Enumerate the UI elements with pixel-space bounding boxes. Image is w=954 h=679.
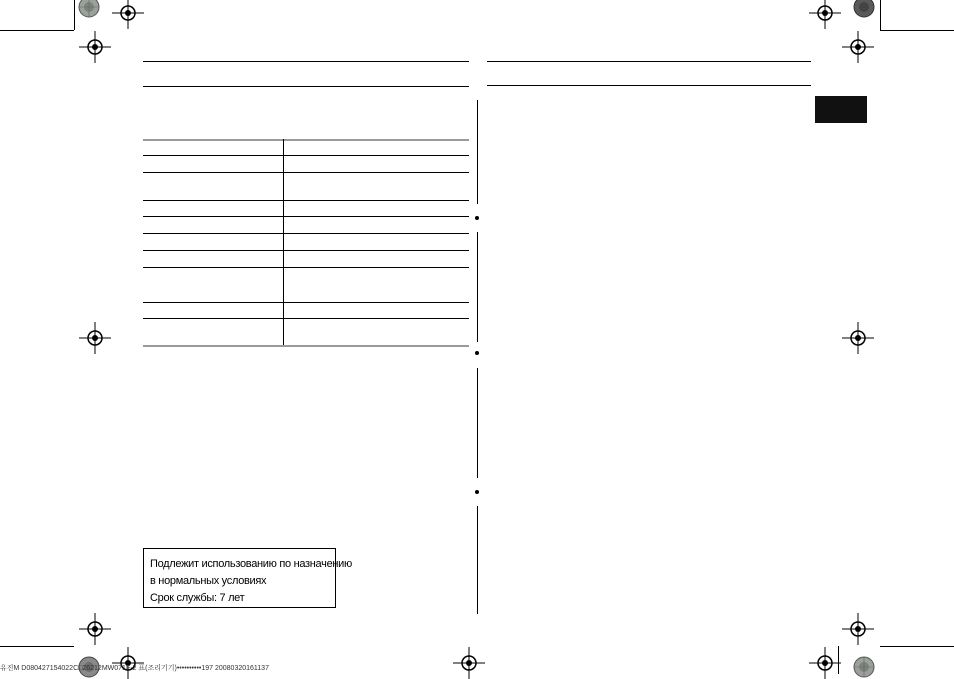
registration-mark-top-right-inner xyxy=(842,31,874,63)
left-page-header-rule-bottom xyxy=(143,86,469,87)
registration-mark-top-left-inner xyxy=(79,31,111,63)
service-life-box xyxy=(143,548,352,608)
registration-mark-bottom-left xyxy=(112,647,144,679)
color-target-bottom-right xyxy=(853,656,875,678)
registration-mark-bottom-right-inner xyxy=(842,613,874,645)
table-row xyxy=(143,268,469,303)
registration-mark-top-left xyxy=(112,0,144,29)
language-tab xyxy=(815,96,867,123)
center-margin-line xyxy=(477,506,478,614)
crop-line xyxy=(880,30,954,31)
center-margin-line xyxy=(477,368,478,478)
registration-mark-top-right xyxy=(809,0,841,29)
table-row xyxy=(143,234,469,251)
crop-line xyxy=(880,646,954,647)
crop-line xyxy=(74,0,75,30)
table-row xyxy=(143,303,469,319)
center-margin-line xyxy=(477,232,478,342)
table-row xyxy=(143,156,469,173)
table-row xyxy=(143,201,469,217)
crop-line xyxy=(0,646,74,647)
crop-line xyxy=(0,30,74,31)
registration-mark-bottom-center xyxy=(453,647,485,679)
crop-line xyxy=(880,0,881,30)
color-target-top-right xyxy=(853,0,875,18)
margin-dot xyxy=(475,490,479,494)
table-row xyxy=(143,173,469,201)
center-margin-line xyxy=(477,100,478,204)
service-box-line-3: Срок службы: 7 лет xyxy=(150,592,245,604)
right-page-header-rule-bottom xyxy=(487,85,811,86)
table-row xyxy=(143,251,469,268)
crop-line xyxy=(838,646,839,674)
service-box-line-1: Подлежит использованию по назначению xyxy=(150,558,352,570)
right-page-header-rule-top xyxy=(487,61,811,62)
registration-mark-bottom-right xyxy=(809,647,841,679)
registration-mark-middle-left xyxy=(79,322,111,354)
table-row xyxy=(143,139,469,156)
table-row xyxy=(143,319,469,347)
print-slug: 유진M D080427154022C□26212MW071F-2 표(조리기기)••••••••••197 20080320161137 xyxy=(0,665,269,672)
margin-dot xyxy=(475,216,479,220)
table-row xyxy=(143,217,469,234)
margin-dot xyxy=(475,351,479,355)
left-page-header-rule-top xyxy=(143,61,469,62)
spec-table xyxy=(143,139,469,347)
color-target-top-left xyxy=(78,0,100,18)
service-box-line-2: в нормальных условиях xyxy=(150,575,267,587)
registration-mark-bottom-left-inner xyxy=(79,613,111,645)
registration-mark-middle-right xyxy=(842,322,874,354)
